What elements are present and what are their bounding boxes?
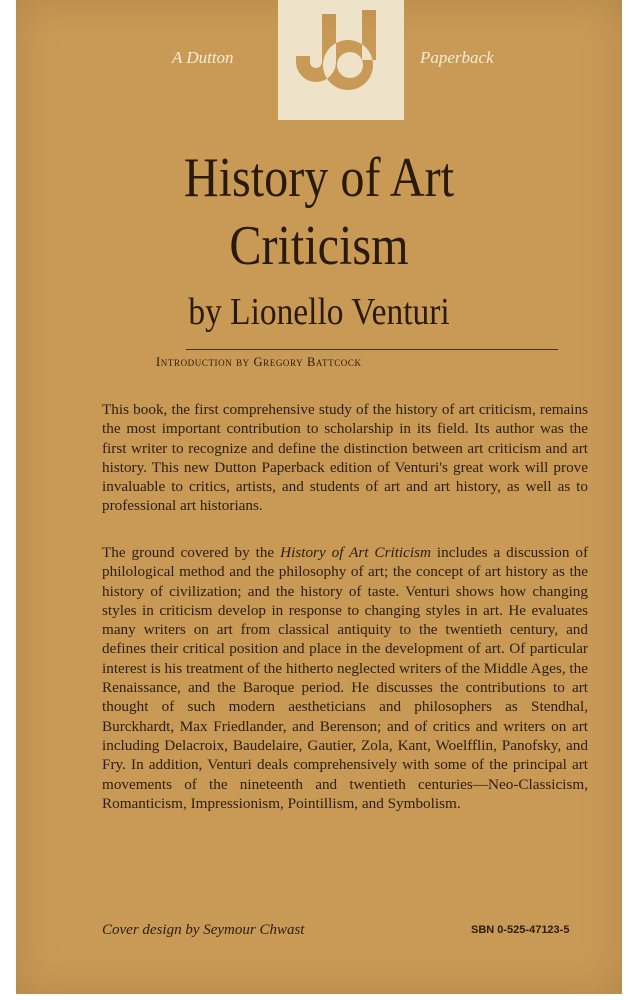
dutton-jd-monogram-icon xyxy=(278,0,404,120)
book-back-cover xyxy=(16,0,622,994)
paragraph-2-book-title: History of Art Criticism xyxy=(280,544,431,561)
publisher-right-text: Paperback xyxy=(420,48,494,67)
paragraph-2-text-start: The ground covered by the xyxy=(102,544,281,561)
book-author: by Lionello Venturi xyxy=(188,291,450,333)
description-paragraph-1: This book, the first comprehensive study of the history of art criticism, remains the most important contribution to scholarship in its field. Its author was the first writer to recognize and define the distinction between art criticism and art history. This new Dutton Paperback edition of Venturi's great work will prove invaluable to critics, artists, and students of art and art history, as well as to professional art historians. xyxy=(102,401,588,515)
description-paragraph-2 xyxy=(102,543,588,813)
book-title-line-1: History of Art xyxy=(183,147,455,209)
book-title-line-2: Criticism xyxy=(229,215,409,277)
paragraph-2-text-end: includes a discussion of philological method and the philosophy of art; the concept of art history as the history of civilization; and the history of taste. Venturi shows how changing styles in criticism develop in response to changing styles in art. He evaluates many writers on art from classical antiquity to the twentieth century, and defines their critical position and place in the development of art. Of particular interest is his treatment of the hitherto neglected writers of the Middle Ages, the Renaissance, and the Baroque period. He discusses the contributions to art thought of such modern aestheticians and philosophers as Stendhal, Burckhardt, Max Friedlander, and Berenson; and of critics and writers on art including Delacroix, Baudelaire, Gautier, Zola, Kant, Woelfflin, Panofsky, and Fry. In addition, Venturi deals comprehensively with some of the principal art movements of the nineteenth and twentieth centuries—Neo-Classicism, Romanticism, Impressionism, Pointillism, and Symbolism. xyxy=(102,544,589,812)
sbn-number: SBN 0-525-47123-5 xyxy=(471,924,570,936)
cover-design-credit: Cover design by Seymour Chwast xyxy=(102,922,305,938)
publisher-left-text: A Dutton xyxy=(172,48,234,67)
introduction-credit: Introduction by Gregory Battcock xyxy=(156,355,576,370)
